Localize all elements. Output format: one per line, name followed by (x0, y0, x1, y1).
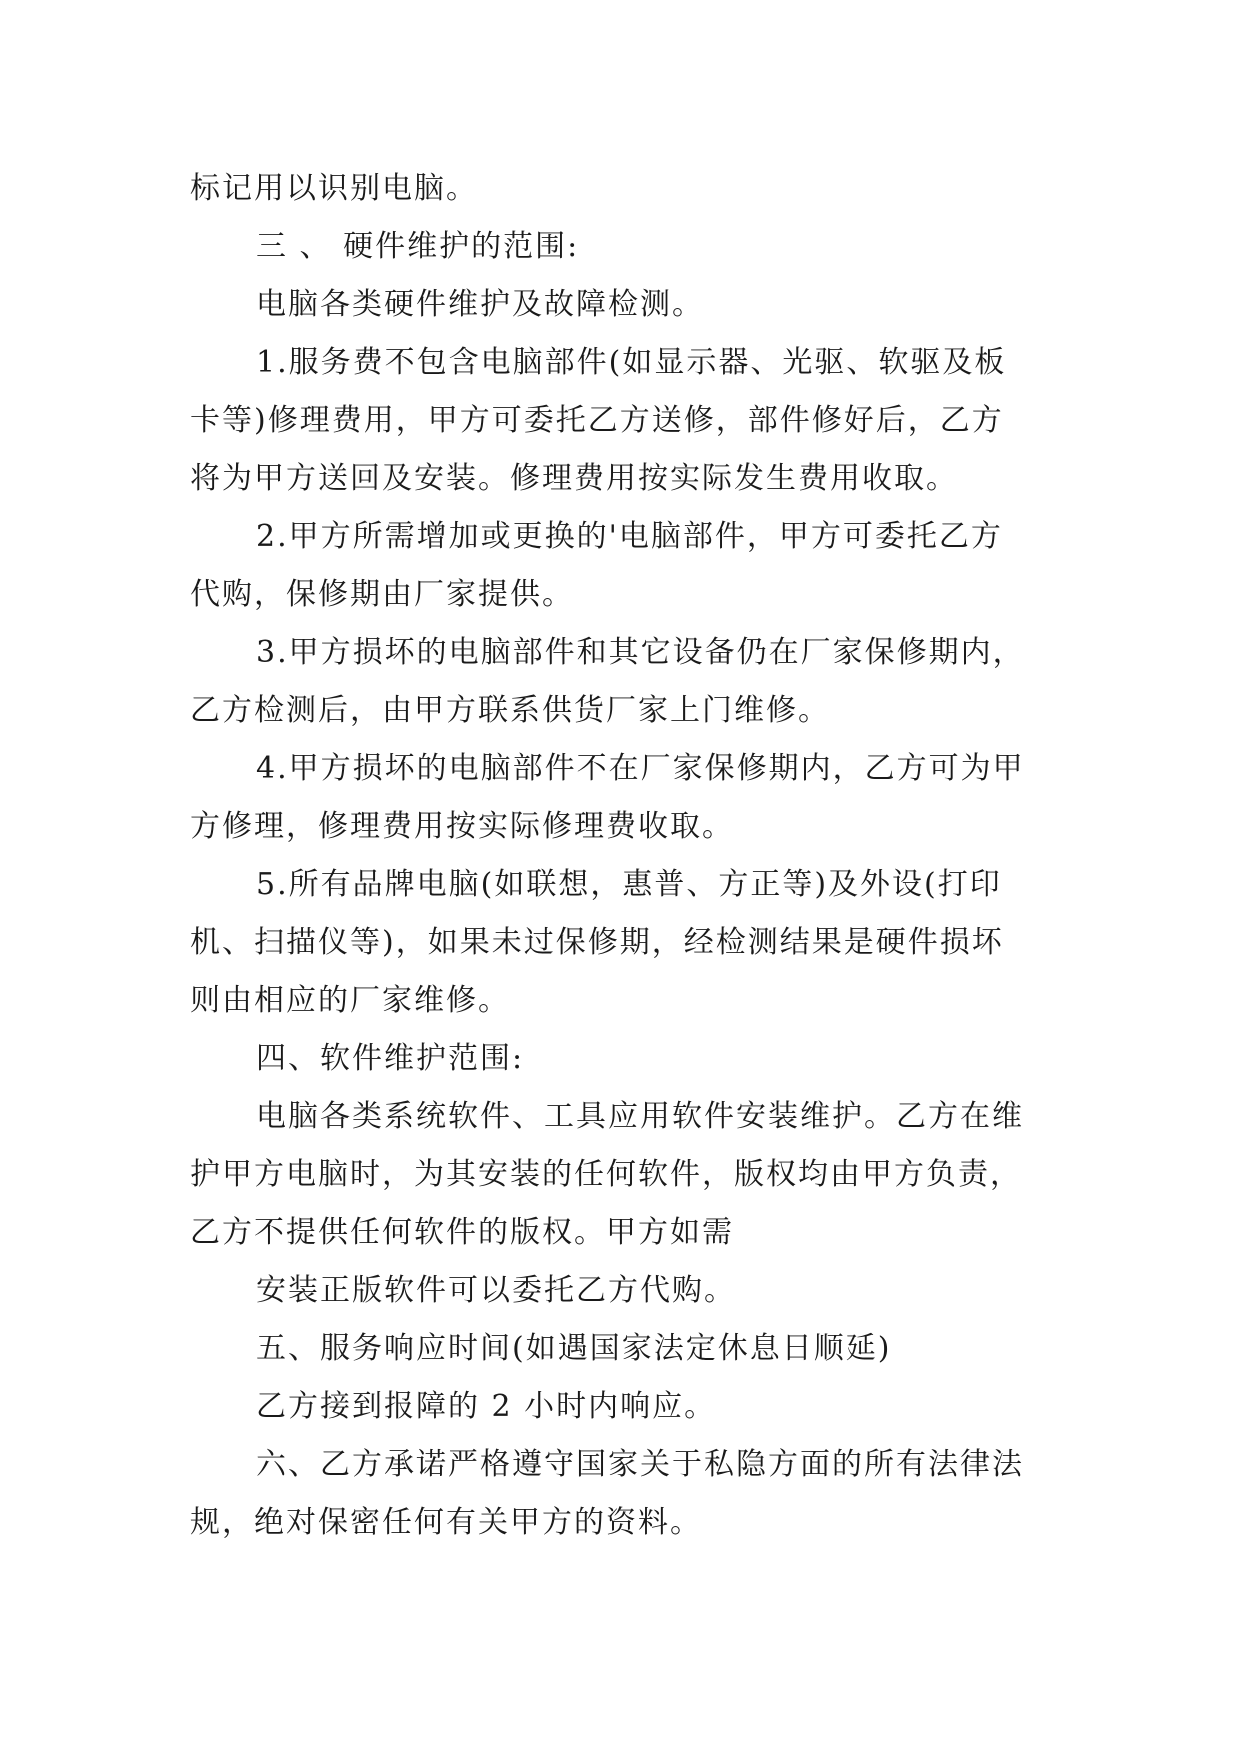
text-line: 护甲方电脑时，为其安装的任何软件，版权均由甲方负责， (190, 1157, 1022, 1192)
text-line: 乙方检测后，由甲方联系供货厂家上门维修。 (190, 693, 830, 728)
text-line: 乙方不提供任何软件的版权。甲方如需 (190, 1215, 734, 1250)
text-line: 安装正版软件可以委托乙方代购。 (256, 1273, 736, 1308)
text-line: 则由相应的厂家维修。 (190, 983, 510, 1018)
text-line: 标记用以识别电脑。 (190, 171, 478, 206)
section-heading-software: 四、软件维护范围: (256, 1041, 525, 1076)
list-item-4: 4.甲方损坏的电脑部件不在厂家保修期内，乙方可为甲 (256, 751, 1025, 786)
text-line: 电脑各类硬件维护及故障检测。 (256, 287, 704, 322)
section-heading-privacy: 六、乙方承诺严格遵守国家关于私隐方面的所有法律法 (256, 1447, 1024, 1482)
list-item-5: 5.所有品牌电脑(如联想，惠普、方正等)及外设(打印 (256, 867, 1002, 902)
text-line: 将为甲方送回及安装。修理费用按实际发生费用收取。 (190, 461, 958, 496)
list-item-2: 2.甲方所需增加或更换的'电脑部件，甲方可委托乙方 (256, 519, 1003, 554)
list-item-3: 3.甲方损坏的电脑部件和其它设备仍在厂家保修期内， (256, 635, 1025, 670)
text-line: 代购，保修期由厂家提供。 (190, 577, 574, 612)
text-line: 机、扫描仪等)，如果未过保修期，经检测结果是硬件损坏 (190, 925, 1004, 960)
section-heading-hardware: 三 、 硬件维护的范围: (256, 229, 580, 264)
section-heading-response-time: 五、服务响应时间(如遇国家法定休息日顺延) (256, 1331, 892, 1366)
text-line: 乙方接到报障的 2 小时内响应。 (256, 1389, 717, 1424)
list-item-1: 1.服务费不包含电脑部件(如显示器、光驱、软驱及板 (256, 345, 1007, 380)
text-line: 方修理，修理费用按实际修理费收取。 (190, 809, 734, 844)
document-body (190, 160, 1070, 1552)
text-line: 规，绝对保密任何有关甲方的资料。 (190, 1505, 702, 1540)
text-line: 卡等)修理费用，甲方可委托乙方送修，部件修好后，乙方 (190, 403, 1004, 438)
text-line: 电脑各类系统软件、工具应用软件安装维护。乙方在维 (256, 1099, 1024, 1134)
